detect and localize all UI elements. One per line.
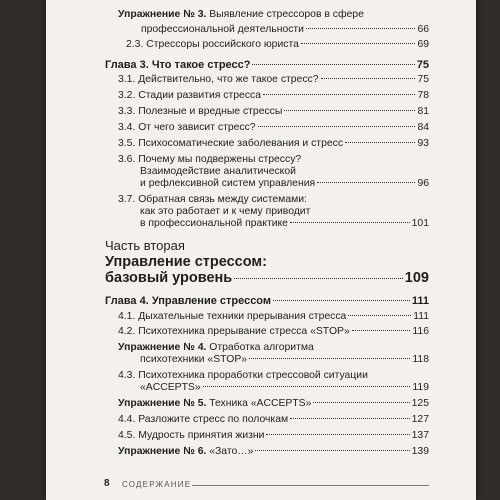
toc-entry-3-7: 3.7. Обратная связь между системами: — [118, 194, 307, 205]
toc-entry-3-4: 3.4. От чего зависит стресс? 84 — [118, 122, 429, 133]
toc-entry-3-3: 3.3. Полезные и вредные стрессы 81 — [118, 106, 429, 117]
toc-entry-3-6-cont1: Взаимодействие аналитической — [140, 166, 296, 177]
page-number: 8 — [104, 478, 110, 489]
toc-entry-4-4: 4.4. Разложите стресс по полочкам 127 — [118, 414, 429, 425]
footer-rule — [192, 485, 429, 486]
book-page — [46, 0, 476, 500]
toc-entry-4-2: 4.2. Психотехника прерывание стресса «STOP» 116 — [118, 326, 429, 337]
toc-entry-exercise-6: Упражнение № 6. «Зато…» 139 — [118, 446, 429, 457]
toc-entry-exercise-3-cont: профессиональной деятельности 66 — [141, 24, 429, 35]
toc-entry-3-1: 3.1. Действительно, что же такое стресс? 75 — [118, 74, 429, 85]
toc-entry-2-3: 2.3. Стрессоры российского юриста 69 — [126, 39, 429, 50]
toc-entry-4-5: 4.5. Мудрость принятия жизни 137 — [118, 430, 429, 441]
toc-chapter-4: Глава 4. Управление стрессом 111 — [105, 295, 429, 307]
toc-entry-exercise-4: Упражнение № 4. Отработка алгоритма — [118, 342, 314, 353]
toc-entry-3-7-cont1: как это работает и к чему приводит — [140, 206, 311, 217]
toc-entry-3-6: 3.6. Почему мы подвержены стрессу? — [118, 154, 302, 165]
part-two-title: Управление стрессом: — [105, 254, 267, 270]
part-two-label: Часть вторая — [105, 238, 185, 253]
toc-entry-exercise-5: Упражнение № 5. Техника «ACCEPTS» 125 — [118, 398, 429, 409]
toc-entry-3-5: 3.5. Психосоматические заболевания и стресс 93 — [118, 138, 429, 149]
toc-entry-exercise-4-cont: психотехники «STOP» 118 — [140, 354, 429, 365]
toc-entry-3-7-cont2: в профессиональной практике 101 — [140, 218, 429, 229]
toc-chapter-3: Глава 3. Что такое стресс? 75 — [105, 59, 429, 71]
part-two-title-cont: базовый уровень 109 — [105, 270, 429, 286]
toc-entry-exercise-3: Упражнение № 3. Выявление стрессоров в сфере — [118, 9, 364, 20]
toc-entry-4-3: 4.3. Психотехника проработки стрессовой ситуации — [118, 370, 368, 381]
toc-entry-4-3-cont: «ACCEPTS» 119 — [140, 382, 429, 393]
toc-entry-3-6-cont2: и рефлексивной систем управления 96 — [140, 178, 429, 189]
toc-entry-4-1: 4.1. Дыхательные техники прерывания стресса 111 — [118, 311, 429, 322]
running-head: СОДЕРЖАНИЕ — [122, 480, 192, 489]
toc-entry-3-2: 3.2. Стадии развития стресса 78 — [118, 90, 429, 101]
